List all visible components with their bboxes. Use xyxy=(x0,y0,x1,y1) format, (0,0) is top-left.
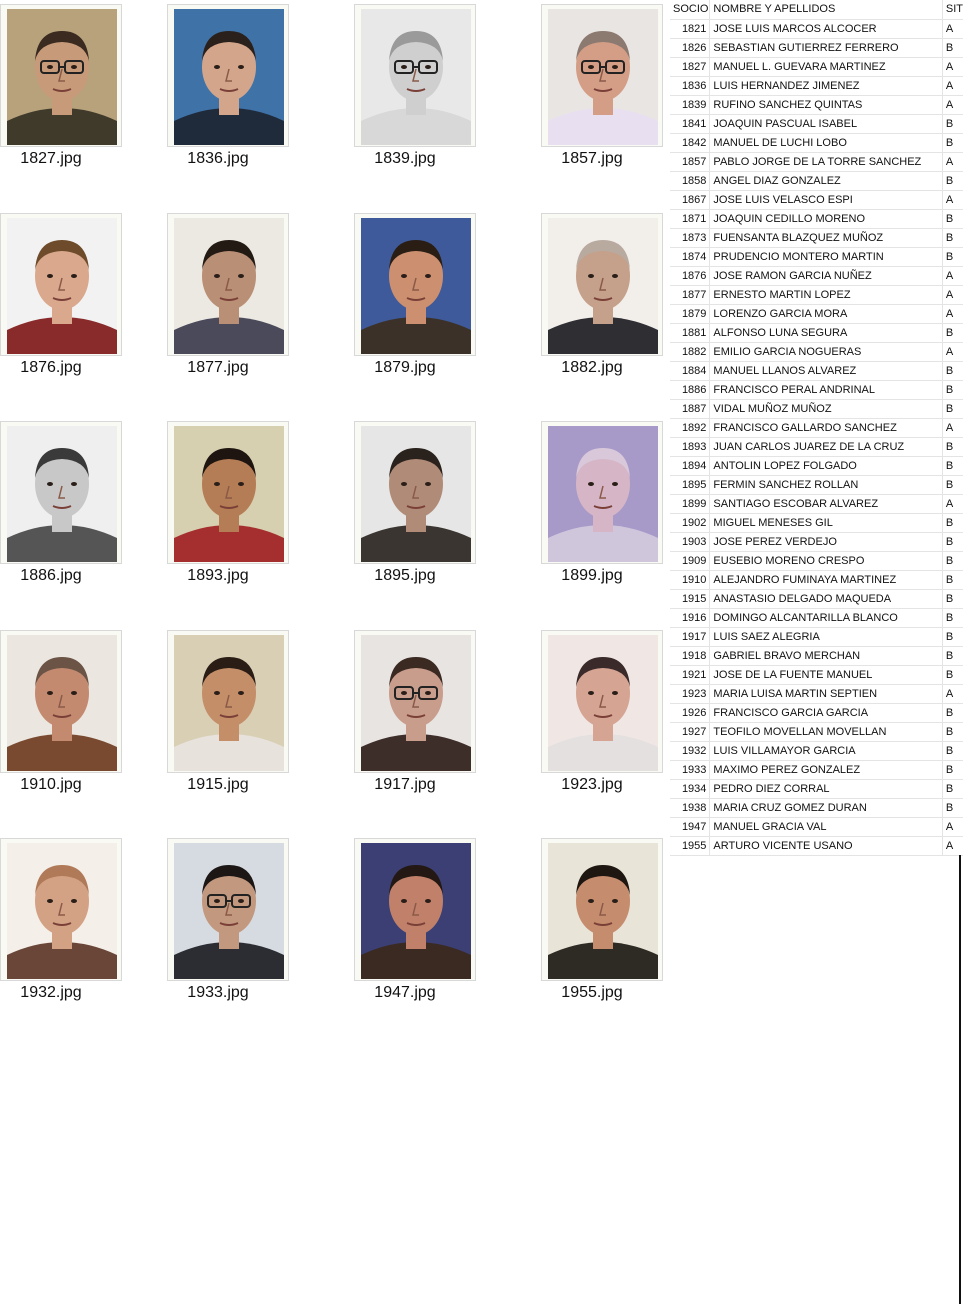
photo-item[interactable] xyxy=(167,626,317,826)
photo-item[interactable] xyxy=(354,626,504,826)
photo-filename: 1827.jpg xyxy=(20,150,82,167)
socio-cell: 1842 xyxy=(670,133,710,152)
sit-cell: A xyxy=(942,266,963,285)
socio-cell: 1894 xyxy=(670,456,710,475)
sit-cell: B xyxy=(942,665,963,684)
photo-filename: 1933.jpg xyxy=(187,984,249,1001)
photo-thumbnail[interactable] xyxy=(0,213,122,356)
photo-item[interactable] xyxy=(0,417,150,617)
nombre-cell: ANGEL DIAZ GONZALEZ xyxy=(710,171,942,190)
photo-filename: 1910.jpg xyxy=(20,776,82,793)
photo-filename: 1839.jpg xyxy=(374,150,436,167)
photo-item[interactable] xyxy=(354,417,504,617)
sit-cell: B xyxy=(942,722,963,741)
socio-cell: 1874 xyxy=(670,247,710,266)
portrait-image xyxy=(7,843,117,979)
table-row xyxy=(670,779,963,798)
socio-cell: 1934 xyxy=(670,779,710,798)
table-row xyxy=(670,380,963,399)
sit-cell: B xyxy=(942,399,963,418)
photo-filename: 1932.jpg xyxy=(20,984,82,1001)
socio-cell: 1933 xyxy=(670,760,710,779)
table-row xyxy=(670,76,963,95)
socio-cell: 1867 xyxy=(670,190,710,209)
nombre-cell: RUFINO SANCHEZ QUINTAS xyxy=(710,95,942,114)
nombre-cell: JOSE LUIS MARCOS ALCOCER xyxy=(710,19,942,38)
nombre-cell: SEBASTIAN GUTIERREZ FERRERO xyxy=(710,38,942,57)
socio-cell: 1841 xyxy=(670,114,710,133)
sit-cell: B xyxy=(942,247,963,266)
nombre-cell: MARIA CRUZ GOMEZ DURAN xyxy=(710,798,942,817)
nombre-cell: MARIA LUISA MARTIN SEPTIEN xyxy=(710,684,942,703)
portrait-image xyxy=(174,218,284,354)
photo-filename: 1882.jpg xyxy=(561,359,623,376)
nombre-cell: MANUEL L. GUEVARA MARTINEZ xyxy=(710,57,942,76)
socio-cell: 1873 xyxy=(670,228,710,247)
table-row xyxy=(670,38,963,57)
nombre-cell: JOSE DE LA FUENTE MANUEL xyxy=(710,665,942,684)
photo-item[interactable] xyxy=(167,209,317,409)
photo-filename: 1895.jpg xyxy=(374,567,436,584)
socio-cell: 1917 xyxy=(670,627,710,646)
socio-cell: 1826 xyxy=(670,38,710,57)
nombre-cell: JUAN CARLOS JUAREZ DE LA CRUZ xyxy=(710,437,942,456)
socio-cell: 1923 xyxy=(670,684,710,703)
sit-cell: B xyxy=(942,741,963,760)
socio-cell: 1909 xyxy=(670,551,710,570)
table-row xyxy=(670,95,963,114)
sit-cell: A xyxy=(942,817,963,836)
portrait-image xyxy=(7,218,117,354)
sit-cell: B xyxy=(942,209,963,228)
nombre-cell: EUSEBIO MORENO CRESPO xyxy=(710,551,942,570)
sit-cell: A xyxy=(942,19,963,38)
photo-filename: 1857.jpg xyxy=(561,150,623,167)
photo-thumbnail[interactable] xyxy=(354,4,476,147)
table-row xyxy=(670,513,963,532)
photo-item[interactable] xyxy=(0,834,150,1034)
photo-item[interactable] xyxy=(541,0,691,200)
sit-cell: B xyxy=(942,323,963,342)
table-row xyxy=(670,665,963,684)
photo-thumbnail[interactable] xyxy=(354,838,476,981)
socio-cell: 1916 xyxy=(670,608,710,627)
photo-thumbnail[interactable] xyxy=(541,213,663,356)
table-row xyxy=(670,475,963,494)
sit-cell: A xyxy=(942,304,963,323)
sit-cell: A xyxy=(942,190,963,209)
sit-cell: B xyxy=(942,532,963,551)
sit-cell: A xyxy=(942,342,963,361)
sit-cell: B xyxy=(942,513,963,532)
sit-cell: A xyxy=(942,418,963,437)
table-row xyxy=(670,722,963,741)
socio-cell: 1881 xyxy=(670,323,710,342)
photo-thumbnail[interactable] xyxy=(167,213,289,356)
sit-cell: B xyxy=(942,437,963,456)
table-row xyxy=(670,437,963,456)
socio-cell: 1887 xyxy=(670,399,710,418)
photo-filename: 1877.jpg xyxy=(187,359,249,376)
socio-cell: 1926 xyxy=(670,703,710,722)
sit-cell: B xyxy=(942,646,963,665)
photo-thumbnail[interactable] xyxy=(167,4,289,147)
table-row xyxy=(670,361,963,380)
nombre-cell: FRANCISCO PERAL ANDRINAL xyxy=(710,380,942,399)
socio-cell: 1910 xyxy=(670,570,710,589)
table-row xyxy=(670,266,963,285)
sit-cell: B xyxy=(942,456,963,475)
nombre-cell: FRANCISCO GARCIA GARCIA xyxy=(710,703,942,722)
photo-item[interactable] xyxy=(354,834,504,1034)
photo-filename: 1876.jpg xyxy=(20,359,82,376)
sit-cell: A xyxy=(942,76,963,95)
nombre-cell: MANUEL GRACIA VAL xyxy=(710,817,942,836)
portrait-image xyxy=(361,635,471,771)
photo-thumbnail[interactable] xyxy=(354,421,476,564)
photo-thumbnail[interactable] xyxy=(354,630,476,773)
nombre-cell: PEDRO DIEZ CORRAL xyxy=(710,779,942,798)
nombre-cell: PRUDENCIO MONTERO MARTIN xyxy=(710,247,942,266)
photo-item[interactable] xyxy=(167,417,317,617)
table-row xyxy=(670,646,963,665)
portrait-image xyxy=(174,9,284,145)
sit-cell: A xyxy=(942,494,963,513)
table-row xyxy=(670,684,963,703)
table-row xyxy=(670,817,963,836)
photo-item[interactable] xyxy=(0,626,150,826)
photo-item[interactable] xyxy=(541,417,691,617)
photo-thumbnail[interactable] xyxy=(541,630,663,773)
table-row xyxy=(670,190,963,209)
column-header-socio: SOCIO xyxy=(670,0,710,19)
table-row xyxy=(670,798,963,817)
photo-filename: 1955.jpg xyxy=(561,984,623,1001)
photo-thumbnail[interactable] xyxy=(0,4,122,147)
page-edge-line xyxy=(959,855,961,1304)
sit-cell: A xyxy=(942,95,963,114)
nombre-cell: MANUEL LLANOS ALVAREZ xyxy=(710,361,942,380)
table-row xyxy=(670,836,963,855)
nombre-cell: LORENZO GARCIA MORA xyxy=(710,304,942,323)
sit-cell: B xyxy=(942,38,963,57)
photo-item[interactable] xyxy=(541,834,691,1034)
socio-cell: 1879 xyxy=(670,304,710,323)
nombre-cell: LUIS SAEZ ALEGRIA xyxy=(710,627,942,646)
nombre-cell: DOMINGO ALCANTARILLA BLANCO xyxy=(710,608,942,627)
sit-cell: A xyxy=(942,836,963,855)
table-row xyxy=(670,152,963,171)
sit-cell: B xyxy=(942,589,963,608)
socio-cell: 1858 xyxy=(670,171,710,190)
photo-filename: 1899.jpg xyxy=(561,567,623,584)
photo-filename: 1886.jpg xyxy=(20,567,82,584)
portrait-image xyxy=(174,635,284,771)
socio-cell: 1839 xyxy=(670,95,710,114)
table-row xyxy=(670,399,963,418)
sit-cell: B xyxy=(942,133,963,152)
sit-cell: B xyxy=(942,361,963,380)
photo-filename: 1947.jpg xyxy=(374,984,436,1001)
nombre-cell: GABRIEL BRAVO MERCHAN xyxy=(710,646,942,665)
sit-cell: B xyxy=(942,760,963,779)
photo-thumbnail[interactable] xyxy=(167,421,289,564)
socio-cell: 1827 xyxy=(670,57,710,76)
photo-thumbnail[interactable] xyxy=(0,421,122,564)
portrait-image xyxy=(548,218,658,354)
nombre-cell: LUIS VILLAMAYOR GARCIA xyxy=(710,741,942,760)
sit-cell: B xyxy=(942,798,963,817)
socio-cell: 1876 xyxy=(670,266,710,285)
socio-cell: 1892 xyxy=(670,418,710,437)
nombre-cell: JOSE RAMON GARCIA NUÑEZ xyxy=(710,266,942,285)
socio-cell: 1895 xyxy=(670,475,710,494)
table-row xyxy=(670,589,963,608)
socio-cell: 1884 xyxy=(670,361,710,380)
portrait-image xyxy=(548,426,658,562)
photo-filename: 1923.jpg xyxy=(561,776,623,793)
sit-cell: B xyxy=(942,551,963,570)
photo-thumbnail[interactable] xyxy=(0,630,122,773)
nombre-cell: MIGUEL MENESES GIL xyxy=(710,513,942,532)
table-row xyxy=(670,418,963,437)
table-row xyxy=(670,456,963,475)
sit-cell: B xyxy=(942,475,963,494)
nombre-cell: LUIS HERNANDEZ JIMENEZ xyxy=(710,76,942,95)
nombre-cell: JOAQUIN CEDILLO MORENO xyxy=(710,209,942,228)
photo-thumbnail[interactable] xyxy=(541,838,663,981)
socio-cell: 1836 xyxy=(670,76,710,95)
socio-cell: 1947 xyxy=(670,817,710,836)
table-row xyxy=(670,285,963,304)
socio-cell: 1821 xyxy=(670,19,710,38)
member-table-panel xyxy=(670,0,963,856)
portrait-image xyxy=(548,9,658,145)
portrait-image xyxy=(548,843,658,979)
photo-thumbnail[interactable] xyxy=(541,421,663,564)
socio-cell: 1938 xyxy=(670,798,710,817)
photo-filename: 1836.jpg xyxy=(187,150,249,167)
nombre-cell: ARTURO VICENTE USANO xyxy=(710,836,942,855)
nombre-cell: MAXIMO PEREZ GONZALEZ xyxy=(710,760,942,779)
photo-item[interactable] xyxy=(167,0,317,200)
nombre-cell: EMILIO GARCIA NOGUERAS xyxy=(710,342,942,361)
socio-cell: 1918 xyxy=(670,646,710,665)
nombre-cell: MANUEL DE LUCHI LOBO xyxy=(710,133,942,152)
portrait-image xyxy=(174,843,284,979)
column-header-nombre: NOMBRE Y APELLIDOS xyxy=(710,0,942,19)
table-row xyxy=(670,532,963,551)
sit-cell: B xyxy=(942,608,963,627)
sit-cell: B xyxy=(942,228,963,247)
socio-cell: 1886 xyxy=(670,380,710,399)
photo-item[interactable] xyxy=(167,834,317,1034)
socio-cell: 1921 xyxy=(670,665,710,684)
table-row xyxy=(670,171,963,190)
sit-cell: B xyxy=(942,380,963,399)
nombre-cell: ALFONSO LUNA SEGURA xyxy=(710,323,942,342)
nombre-cell: ERNESTO MARTIN LOPEZ xyxy=(710,285,942,304)
portrait-image xyxy=(361,843,471,979)
portrait-image xyxy=(361,426,471,562)
nombre-cell: ALEJANDRO FUMINAYA MARTINEZ xyxy=(710,570,942,589)
photo-item[interactable] xyxy=(0,0,150,200)
socio-cell: 1927 xyxy=(670,722,710,741)
photo-filename: 1917.jpg xyxy=(374,776,436,793)
nombre-cell: TEOFILO MOVELLAN MOVELLAN xyxy=(710,722,942,741)
nombre-cell: FRANCISCO GALLARDO SANCHEZ xyxy=(710,418,942,437)
sit-cell: B xyxy=(942,114,963,133)
portrait-image xyxy=(174,426,284,562)
photo-item[interactable] xyxy=(541,209,691,409)
socio-cell: 1857 xyxy=(670,152,710,171)
table-row xyxy=(670,627,963,646)
nombre-cell: PABLO JORGE DE LA TORRE SANCHEZ xyxy=(710,152,942,171)
photo-thumbnail[interactable] xyxy=(354,213,476,356)
socio-cell: 1899 xyxy=(670,494,710,513)
photo-thumbnail[interactable] xyxy=(0,838,122,981)
socio-cell: 1903 xyxy=(670,532,710,551)
socio-cell: 1893 xyxy=(670,437,710,456)
nombre-cell: JOAQUIN PASCUAL ISABEL xyxy=(710,114,942,133)
table-header-row xyxy=(670,0,963,19)
socio-cell: 1955 xyxy=(670,836,710,855)
table-row xyxy=(670,247,963,266)
photo-item[interactable] xyxy=(0,209,150,409)
socio-cell: 1932 xyxy=(670,741,710,760)
sit-cell: A xyxy=(942,285,963,304)
table-row xyxy=(670,133,963,152)
table-row xyxy=(670,760,963,779)
sit-cell: B xyxy=(942,570,963,589)
portrait-image xyxy=(7,426,117,562)
table-row xyxy=(670,608,963,627)
photo-filename: 1915.jpg xyxy=(187,776,249,793)
sit-cell: B xyxy=(942,703,963,722)
sit-cell: B xyxy=(942,627,963,646)
photo-thumbnail[interactable] xyxy=(541,4,663,147)
socio-cell: 1882 xyxy=(670,342,710,361)
table-row xyxy=(670,304,963,323)
sit-cell: A xyxy=(942,152,963,171)
photo-thumbnail[interactable] xyxy=(167,630,289,773)
portrait-image xyxy=(7,635,117,771)
nombre-cell: ANTOLIN LOPEZ FOLGADO xyxy=(710,456,942,475)
photo-thumbnail[interactable] xyxy=(167,838,289,981)
sit-cell: A xyxy=(942,57,963,76)
table-row xyxy=(670,570,963,589)
table-row xyxy=(670,494,963,513)
nombre-cell: SANTIAGO ESCOBAR ALVAREZ xyxy=(710,494,942,513)
nombre-cell: VIDAL MUÑOZ MUÑOZ xyxy=(710,399,942,418)
portrait-image xyxy=(548,635,658,771)
photo-item[interactable] xyxy=(354,0,504,200)
photo-filename: 1893.jpg xyxy=(187,567,249,584)
photo-filename: 1879.jpg xyxy=(374,359,436,376)
socio-cell: 1915 xyxy=(670,589,710,608)
sit-cell: B xyxy=(942,171,963,190)
socio-cell: 1902 xyxy=(670,513,710,532)
photo-item[interactable] xyxy=(541,626,691,826)
column-header-sit: SIT xyxy=(942,0,963,19)
table-row xyxy=(670,209,963,228)
nombre-cell: JOSE LUIS VELASCO ESPI xyxy=(710,190,942,209)
portrait-image xyxy=(361,218,471,354)
sit-cell: A xyxy=(942,684,963,703)
table-row xyxy=(670,703,963,722)
nombre-cell: FUENSANTA BLAZQUEZ MUÑOZ xyxy=(710,228,942,247)
photo-item[interactable] xyxy=(354,209,504,409)
table-row xyxy=(670,19,963,38)
sit-cell: B xyxy=(942,779,963,798)
nombre-cell: FERMIN SANCHEZ ROLLAN xyxy=(710,475,942,494)
table-row xyxy=(670,551,963,570)
member-table xyxy=(670,0,963,856)
table-row xyxy=(670,228,963,247)
nombre-cell: JOSE PEREZ VERDEJO xyxy=(710,532,942,551)
portrait-image xyxy=(361,9,471,145)
nombre-cell: ANASTASIO DELGADO MAQUEDA xyxy=(710,589,942,608)
table-row xyxy=(670,323,963,342)
table-row xyxy=(670,342,963,361)
portrait-image xyxy=(7,9,117,145)
socio-cell: 1877 xyxy=(670,285,710,304)
socio-cell: 1871 xyxy=(670,209,710,228)
table-row xyxy=(670,114,963,133)
table-row xyxy=(670,741,963,760)
table-row xyxy=(670,57,963,76)
